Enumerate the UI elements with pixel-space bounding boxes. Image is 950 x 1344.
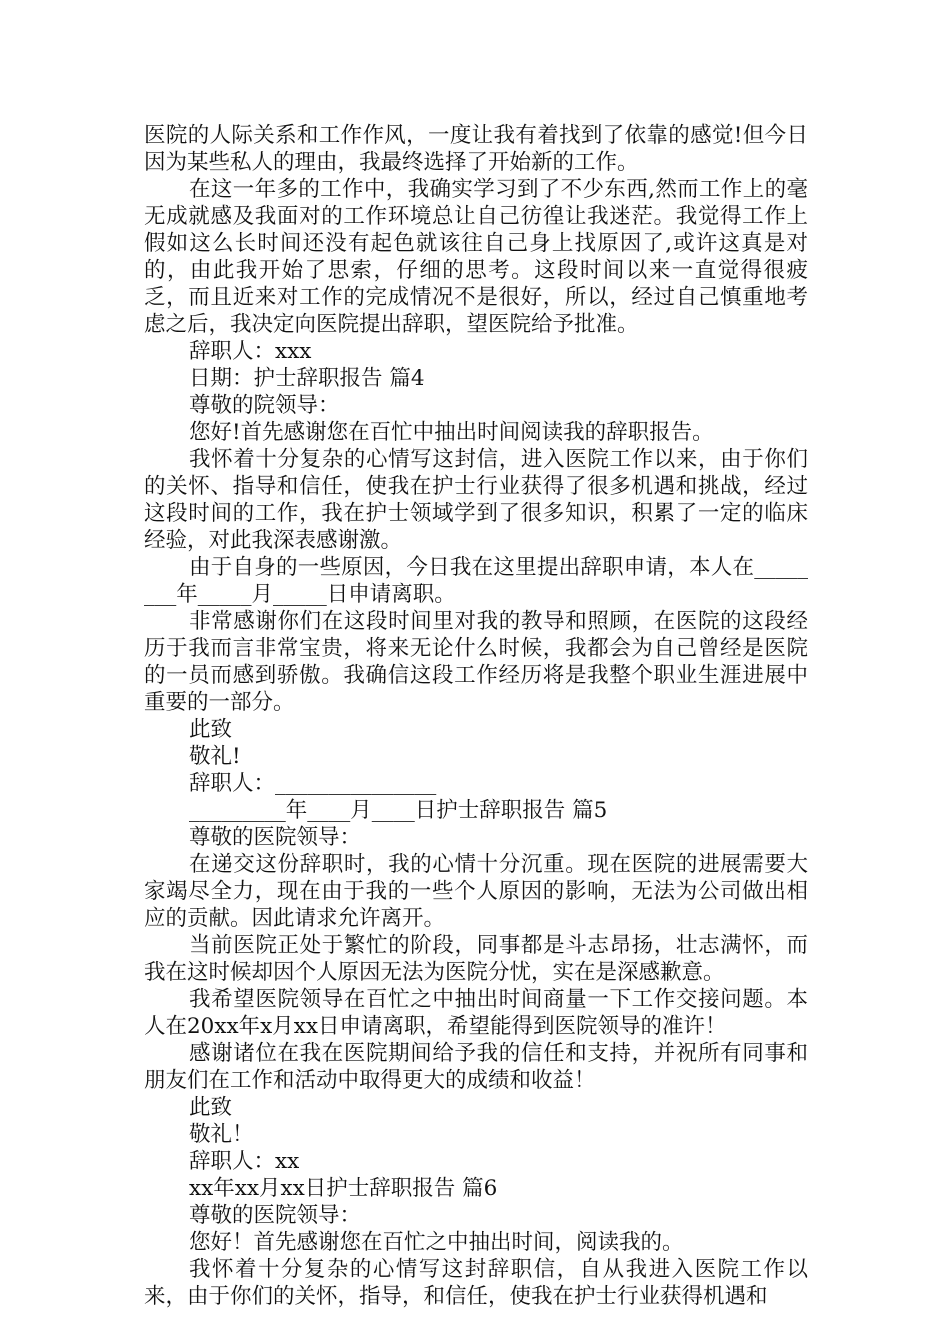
section-heading: xx年xx月xx日护士辞职报告 篇6	[189, 1176, 498, 1201]
salutation: 尊敬的院领导：	[189, 393, 340, 418]
closing: 此致	[189, 1095, 233, 1120]
paragraph: 我怀着十分复杂的心情写这封信，进入医院工作以来，由于你们的关怀、指导和信任，使我在护士行业获得了很多机遇和挑战，经过这段时间的工作，我在护士领域学到了很多知识，积累了一定的临床经验，对此我深表感谢激。	[144, 447, 808, 553]
salutation: 尊敬的医院领导：	[189, 825, 362, 850]
paragraph: 您好!首先感谢您在百忙中抽出时间阅读我的辞职报告。	[189, 420, 714, 445]
paragraph: 由于自身的一些原因，今日我在这里提出辞职申请，本人在________年_____月_____日申请离职。	[144, 555, 808, 607]
closing: 敬礼!	[189, 744, 241, 769]
paragraph: 当前医院正处于繁忙的阶段，同事都是斗志昂扬，壮志满怀，而我在这时候却因个人原因无法为医院分忧，实在是深感歉意。	[144, 933, 808, 985]
document-body	[144, 122, 808, 1310]
section-heading: 日期：护士辞职报告 篇4	[189, 366, 425, 391]
closing: 此致	[189, 717, 233, 742]
closing: 敬礼！	[189, 1122, 254, 1147]
paragraph: 感谢诸位在我在医院期间给予我的信任和支持，并祝所有同事和朋友们在工作和活动中取得更大的成绩和收益！	[144, 1041, 808, 1093]
section-heading: _________年____月____日护士辞职报告 篇5	[189, 798, 608, 823]
paragraph: 在递交这份辞职时，我的心情十分沉重。现在医院的进展需要大家竭尽全力，现在由于我的一些个人原因的影响，无法为公司做出相应的贡献。因此请求允许离开。	[144, 852, 808, 931]
paragraph: 我怀着十分复杂的心情写这封辞职信，自从我进入医院工作以来，由于你们的关怀，指导，和信任，使我在护士行业获得机遇和	[144, 1257, 808, 1309]
signature-line: 辞职人：xx	[189, 1149, 300, 1174]
paragraph: 您好！首先感谢您在百忙之中抽出时间，阅读我的。	[189, 1230, 684, 1255]
signature-line: 辞职人：_______________	[189, 771, 437, 796]
paragraph: 医院的人际关系和工作作风，一度让我有着找到了依靠的感觉!但今日因为某些私人的理由，我最终选择了开始新的工作。	[144, 123, 808, 175]
salutation: 尊敬的医院领导：	[189, 1203, 362, 1228]
signature-line: 辞职人：xxx	[189, 339, 312, 364]
paragraph: 非常感谢你们在这段时间里对我的教导和照顾，在医院的这段经历于我而言非常宝贵，将来无论什么时候，我都会为自己曾经是医院的一员而感到骄傲。我确信这段工作经历将是我整个职业生涯进展中重要的一部分。	[144, 609, 808, 715]
paragraph: 在这一年多的工作中，我确实学习到了不少东西,然而工作上的毫无成就感及我面对的工作环境总让自己彷徨让我迷茫。我觉得工作上假如这么长时间还没有起色就该往自己身上找原因了,或许这真是对的，由此我开始了思索，仔细的思考。这段时间以来一直觉得很疲乏，而且近来对工作的完成情况不是很好，所以，经过自己慎重地考虑之后，我决定向医院提出辞职，望医院给予批准。	[144, 177, 808, 337]
paragraph: 我希望医院领导在百忙之中抽出时间商量一下工作交接问题。本人在20xx年x月xx日申请离职，希望能得到医院领导的准许！	[144, 987, 808, 1039]
